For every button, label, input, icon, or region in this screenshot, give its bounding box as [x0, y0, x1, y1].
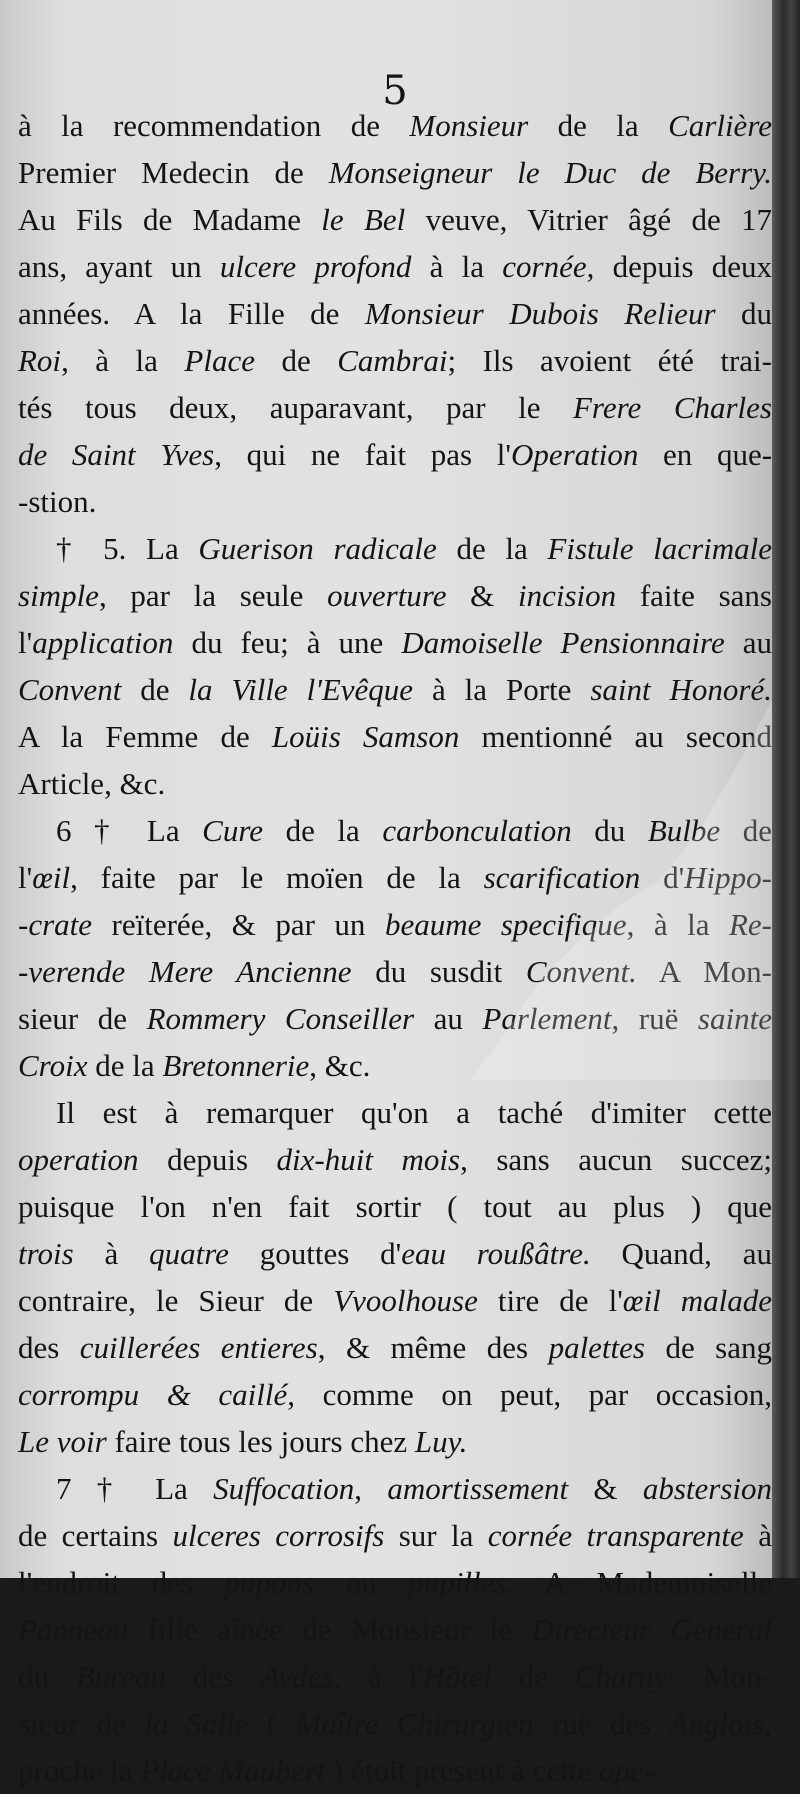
text-run: fille aînée de Monsieur le: [128, 1612, 532, 1647]
text-run: du susdit: [351, 954, 526, 989]
italic-text: Monsieur: [409, 108, 529, 143]
text-line: [18, 1747, 772, 1794]
text-run: veuve, Vitrier âgé de 17: [405, 202, 772, 237]
text-run: Article, &c.: [18, 766, 166, 801]
text-line: [18, 1042, 772, 1089]
italic-text: Charny: [574, 1659, 668, 1694]
text-line: [18, 713, 772, 760]
text-line: [18, 1512, 772, 1559]
text-line: [18, 1183, 772, 1230]
text-run: ou: [314, 1565, 409, 1600]
text-run: , à la: [626, 907, 729, 942]
text-run: , faite par le moïen de la: [70, 860, 484, 895]
text-run: tés tous deux, auparavant, par le: [18, 390, 573, 425]
italic-text: Panneau: [18, 1612, 129, 1647]
text-line: [18, 1136, 772, 1183]
text-run: au: [724, 625, 772, 660]
italic-text: Luy.: [414, 1424, 468, 1459]
text-run: , &c.: [309, 1048, 371, 1083]
text-run: de la: [263, 813, 383, 848]
italic-text: Bureau: [75, 1659, 166, 1694]
italic-text: abstersion: [642, 1471, 772, 1506]
text-run: ans, ayant un: [18, 249, 220, 284]
italic-text: saint Honoré.: [590, 672, 772, 707]
italic-text: Guerison radicale: [198, 531, 437, 566]
text-line: [18, 243, 772, 290]
italic-text: Maître Chirurgien: [295, 1706, 534, 1741]
text-run: ; Ils avoient été trai-: [447, 343, 772, 378]
italic-text: cuillerées entieres: [79, 1330, 318, 1365]
text-run: du: [715, 296, 772, 331]
text-line: [18, 807, 772, 854]
italic-text: carbonculation: [382, 813, 572, 848]
text-line: [18, 290, 772, 337]
text-run: des: [165, 1659, 262, 1694]
text-run: de: [121, 672, 189, 707]
text-run: en que-: [638, 437, 773, 472]
text-run: contraire, le Sieur de: [18, 1283, 334, 1318]
italic-text: Convent: [18, 672, 122, 707]
text-run: à: [73, 1236, 150, 1271]
italic-text: pupons: [224, 1565, 315, 1600]
text-line: [18, 384, 772, 431]
italic-text: cornée: [502, 249, 587, 284]
italic-text: cornée transparente: [487, 1518, 744, 1553]
italic-text: sainte: [697, 1001, 772, 1036]
text-run: de la: [528, 108, 669, 143]
text-run: d': [640, 860, 685, 895]
text-run: , depuis deux: [586, 249, 772, 284]
italic-text: Place: [184, 343, 255, 378]
text-line: [18, 854, 772, 901]
text-run: , ruë: [611, 1001, 698, 1036]
text-run: depuis: [138, 1142, 277, 1177]
text-run: l': [18, 860, 33, 895]
text-run: , par la seule: [98, 578, 328, 613]
text-run: A Mademoiselle: [514, 1565, 772, 1600]
italic-text: Suffocation: [213, 1471, 355, 1506]
text-line: [18, 1277, 772, 1324]
italic-text: Loüis Samson: [271, 719, 460, 754]
italic-text: ope-: [599, 1753, 655, 1788]
text-run: Il est à remarquer qu'on a taché d'imiter cette: [56, 1095, 772, 1130]
text-run: du feu; à une: [173, 625, 402, 660]
italic-text: le Bel: [321, 202, 406, 237]
text-run: Premier Medecin de: [18, 155, 329, 190]
italic-text: incision: [517, 578, 617, 613]
text-run: sieur de: [18, 1001, 147, 1036]
text-run: ) étoit present à cette: [325, 1753, 599, 1788]
text-line: [18, 760, 772, 807]
italic-text: Parlement: [482, 1001, 612, 1036]
italic-text: de Saint Yves: [18, 437, 215, 472]
text-run: : Mon-: [667, 1659, 773, 1694]
italic-text: simple: [18, 578, 99, 613]
text-run: l'endroit des: [18, 1565, 225, 1600]
text-run: sieur de: [18, 1706, 145, 1741]
italic-text: Cure: [202, 813, 264, 848]
text-run: faire tous les jours chez: [106, 1424, 415, 1459]
italic-text: beaume specifique: [384, 907, 627, 942]
text-run: , comme on peut, par occasion,: [287, 1377, 773, 1412]
italic-text: ulceres corrosifs: [172, 1518, 385, 1553]
text-line: [18, 478, 772, 525]
text-line: [18, 1230, 772, 1277]
text-run: années. A la Fille de: [18, 296, 365, 331]
text-line: [18, 149, 772, 196]
text-line: [18, 1418, 772, 1465]
text-run: mentionné au second: [459, 719, 772, 754]
page-number: 5: [382, 68, 408, 114]
text-run: , à l': [333, 1659, 423, 1694]
text-line: [18, 948, 772, 995]
italic-text: Damoiselle Pensionnaire: [401, 625, 725, 660]
text-run: A la Femme de: [18, 719, 272, 754]
text-line: [18, 102, 772, 149]
text-run: à: [743, 1518, 772, 1553]
text-run: -stion.: [18, 484, 97, 519]
text-line: [18, 572, 772, 619]
italic-text: Re-: [728, 907, 773, 942]
text-run: à la recommendation de: [18, 108, 410, 143]
italic-text: Operation: [510, 437, 639, 472]
italic-text: Anglois: [669, 1706, 765, 1741]
italic-text: corrompu & caillé: [18, 1377, 288, 1412]
italic-text: œil malade: [622, 1283, 772, 1318]
italic-text: Rommery Conseiller: [146, 1001, 415, 1036]
text-run: tire de l': [477, 1283, 623, 1318]
italic-text: Croix: [18, 1048, 88, 1083]
text-line: [18, 901, 772, 948]
italic-text: Roi: [18, 343, 62, 378]
text-run: ,: [764, 1706, 772, 1741]
italic-text: -verende Mere Ancienne: [18, 954, 352, 989]
text-run: l': [18, 625, 33, 660]
text-run: &: [568, 1471, 643, 1506]
italic-text: Monseigneur le Duc de Berry.: [328, 155, 772, 190]
italic-text: Frere Charles: [573, 390, 772, 425]
italic-text: Place Maubert: [140, 1753, 326, 1788]
text-run: faite sans: [616, 578, 772, 613]
text-run: des: [18, 1330, 80, 1365]
text-line: [18, 1089, 772, 1136]
text-line: [18, 666, 772, 713]
italic-text: dix-huit mois: [276, 1142, 461, 1177]
text-run: de la: [436, 531, 548, 566]
text-run: † 5. La: [56, 531, 199, 566]
text-run: 6 † La: [56, 813, 203, 848]
italic-text: pupilles.: [408, 1565, 515, 1600]
text-run: , qui ne fait pas l': [214, 437, 511, 472]
text-run: , sans aucun succez;: [460, 1142, 772, 1177]
text-line: [18, 619, 772, 666]
italic-text: trois: [18, 1236, 74, 1271]
text-run: du: [18, 1659, 76, 1694]
italic-text: palettes: [548, 1330, 645, 1365]
text-run: de: [720, 813, 772, 848]
italic-text: scarification: [483, 860, 641, 895]
book-spine-edge: [772, 0, 800, 1578]
text-line: [18, 1700, 772, 1747]
text-run: ,: [354, 1471, 388, 1506]
italic-text: Hippo-: [684, 860, 772, 895]
text-run: au: [414, 1001, 483, 1036]
italic-text: amortissement: [387, 1471, 569, 1506]
text-run: , & même des: [317, 1330, 549, 1365]
text-run: &: [446, 578, 518, 613]
italic-text: eau roußâtre.: [401, 1236, 591, 1271]
text-line: [18, 1371, 772, 1418]
italic-text: quatre: [149, 1236, 229, 1271]
italic-text: Monsieur Dubois Relieur: [364, 296, 716, 331]
text-line: [18, 1465, 772, 1512]
italic-text: Hôtel: [422, 1659, 492, 1694]
text-line: [18, 1606, 772, 1653]
text-run: reïterée, & par un: [92, 907, 385, 942]
text-line: [18, 1653, 772, 1700]
italic-text: operation: [18, 1142, 139, 1177]
text-line: [18, 337, 772, 384]
text-line: [18, 525, 772, 572]
text-line: [18, 1559, 772, 1606]
italic-text: ulcere profond: [219, 249, 412, 284]
italic-text: ouverture: [327, 578, 447, 613]
italic-text: application: [32, 625, 174, 660]
text-line: [18, 995, 772, 1042]
text-run: , à la: [61, 343, 185, 378]
text-run: proche la: [18, 1753, 141, 1788]
italic-text: Carlière: [668, 108, 772, 143]
page-text: [18, 102, 772, 1794]
text-run: de certains: [18, 1518, 173, 1553]
text-line: [18, 1324, 772, 1371]
text-run: Au Fils de Madame: [18, 202, 322, 237]
italic-text: Cambrai: [337, 343, 448, 378]
text-run: à la Porte: [413, 672, 591, 707]
text-run: de sang: [644, 1330, 773, 1365]
text-run: ruë des: [533, 1706, 670, 1741]
italic-text: Convent.: [525, 954, 637, 989]
italic-text: Vvoolhouse: [333, 1283, 478, 1318]
italic-text: Bulbe: [647, 813, 721, 848]
text-run: du: [571, 813, 648, 848]
text-run: 7 † La: [56, 1471, 214, 1506]
text-run: de la: [87, 1048, 163, 1083]
italic-text: Bretonnerie: [162, 1048, 310, 1083]
text-run: puisque l'on n'en fait sortir ( tout au plus ) que: [18, 1189, 772, 1224]
text-run: sur la: [384, 1518, 488, 1553]
text-run: gouttes d': [228, 1236, 402, 1271]
italic-text: -crate: [18, 907, 93, 942]
italic-text: œil: [32, 860, 71, 895]
italic-text: la Ville l'Evêque: [188, 672, 414, 707]
text-run: de: [491, 1659, 575, 1694]
italic-text: Fistule lacrimale: [547, 531, 772, 566]
italic-text: Aydes: [261, 1659, 334, 1694]
italic-text: Directeur General: [531, 1612, 772, 1647]
text-run: à la: [411, 249, 503, 284]
text-line: [18, 196, 772, 243]
italic-text: la Salle: [144, 1706, 249, 1741]
italic-text: Le voir: [18, 1424, 107, 1459]
text-line: [18, 431, 772, 478]
text-run: (: [248, 1706, 296, 1741]
text-run: Quand, au: [590, 1236, 773, 1271]
text-run: de: [254, 343, 338, 378]
text-run: A Mon-: [636, 954, 772, 989]
